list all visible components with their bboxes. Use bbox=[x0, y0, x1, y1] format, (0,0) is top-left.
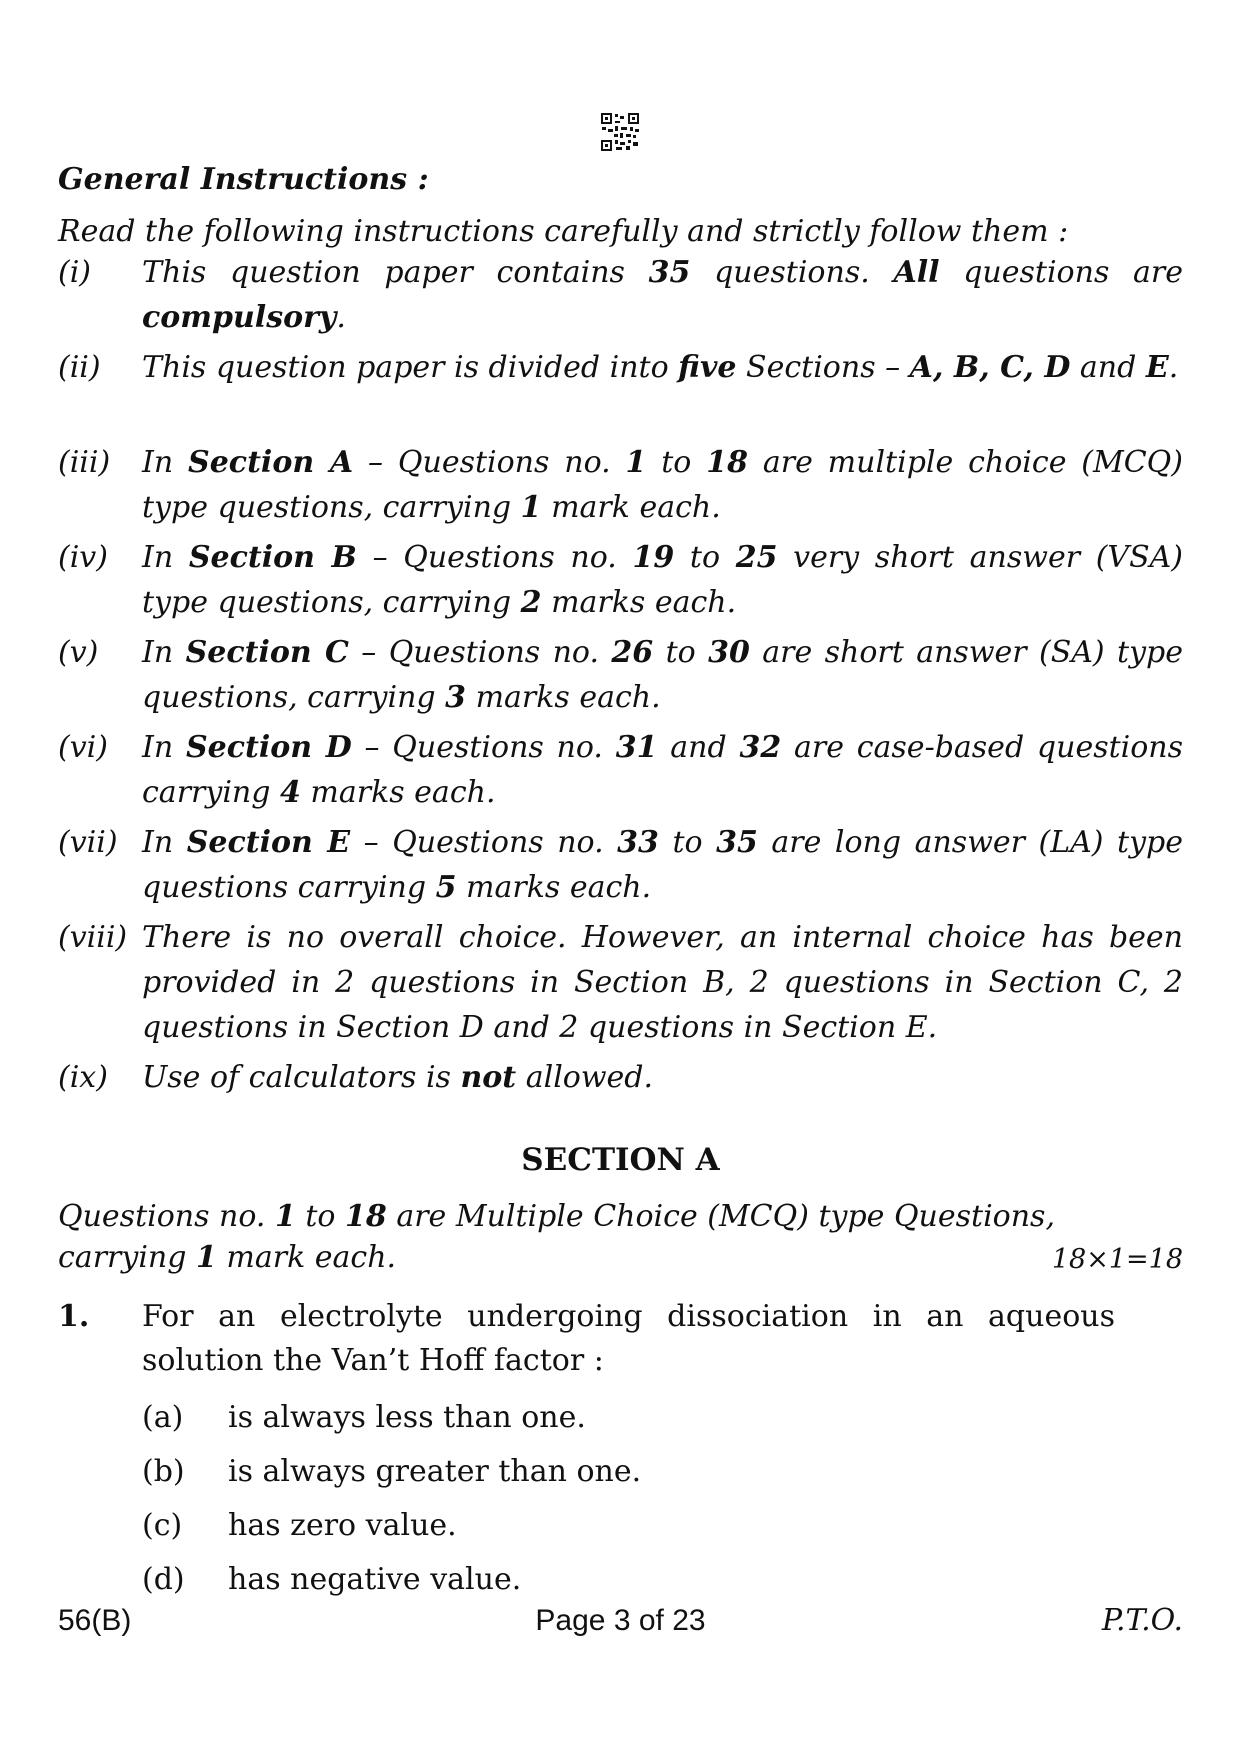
section-a-intro: Questions no. 1 to 18 are Multiple Choice (MCQ) type Questions, bbox=[58, 1199, 1055, 1234]
instruction-text: In Section E – Questions no. 33 to 35 are long answer (LA) type questions carrying 5 marks each. bbox=[142, 825, 1184, 905]
instruction-item-i bbox=[58, 250, 1183, 340]
instruction-number: (vi) bbox=[58, 730, 108, 765]
page-number: Page 3 of 23 bbox=[535, 1604, 706, 1637]
option-text: has zero value. bbox=[228, 1508, 457, 1543]
option-c bbox=[142, 1504, 457, 1548]
instruction-number: (v) bbox=[58, 635, 99, 670]
option-a bbox=[142, 1396, 586, 1440]
section-a-marks: 18×1=18 bbox=[1051, 1244, 1183, 1275]
instruction-item-ii bbox=[58, 345, 1183, 390]
instruction-text: In Section C – Questions no. 26 to 30 are short answer (SA) type questions, carrying 3 marks each. bbox=[142, 635, 1183, 715]
section-a-intro-line-2: carrying 1 mark each. bbox=[58, 1240, 397, 1275]
option-text: has negative value. bbox=[228, 1562, 522, 1597]
instruction-item-vi bbox=[58, 725, 1183, 815]
instruction-item-iii bbox=[58, 440, 1183, 530]
instruction-number: (ii) bbox=[58, 350, 101, 385]
instruction-number: (vii) bbox=[58, 825, 118, 860]
instruction-number: (ix) bbox=[58, 1060, 108, 1095]
option-label: (d) bbox=[142, 1562, 185, 1597]
paper-code: 56(B) bbox=[58, 1604, 132, 1637]
instruction-number: (i) bbox=[58, 255, 92, 290]
instruction-item-ix bbox=[58, 1055, 1183, 1100]
instruction-item-v bbox=[58, 630, 1183, 720]
instruction-number: (iii) bbox=[58, 445, 111, 480]
qr-code bbox=[600, 112, 640, 152]
instruction-number: (viii) bbox=[58, 920, 128, 955]
pto-note: P.T.O. bbox=[1101, 1603, 1183, 1638]
instruction-item-iv bbox=[58, 535, 1183, 625]
option-d bbox=[142, 1558, 521, 1602]
instruction-text: Use of calculators is not allowed. bbox=[142, 1060, 654, 1095]
instruction-item-viii bbox=[58, 915, 1183, 1050]
instruction-text: This question paper contains 35 questions. All questions are compulsory. bbox=[142, 255, 1184, 335]
option-text: is always less than one. bbox=[228, 1400, 586, 1435]
general-instructions-title: General Instructions : bbox=[58, 162, 429, 197]
option-text: is always greater than one. bbox=[228, 1454, 642, 1489]
option-label: (a) bbox=[142, 1400, 184, 1435]
instruction-text: There is no overall choice. However, an internal choice has been provided in 2 questions in Section B, 2 questions in Section C, 2 questions in Section D and 2 questions in Section E. bbox=[142, 920, 1183, 1045]
option-label: (c) bbox=[142, 1508, 183, 1543]
instruction-item-vii bbox=[58, 820, 1183, 910]
question-number: 1. bbox=[58, 1299, 90, 1334]
instruction-text: In Section B – Questions no. 19 to 25 very short answer (VSA) type questions, carrying 2 marks each. bbox=[142, 540, 1183, 620]
question-text: For an electrolyte undergoing dissociation in an aqueous solution the Van’t Hoff factor : bbox=[142, 1299, 1115, 1378]
instruction-text: In Section D – Questions no. 31 and 32 are case-based questions carrying 4 marks each. bbox=[142, 730, 1184, 810]
option-label: (b) bbox=[142, 1454, 185, 1489]
general-instructions-intro: Read the following instructions carefully and strictly follow them : bbox=[58, 214, 1069, 249]
instruction-text: In Section A – Questions no. 1 to 18 are multiple choice (MCQ) type questions, carrying 1 mark each. bbox=[142, 445, 1183, 525]
instruction-number: (iv) bbox=[58, 540, 108, 575]
section-a-heading: SECTION A bbox=[521, 1142, 720, 1178]
option-b bbox=[142, 1450, 641, 1494]
instruction-text: This question paper is divided into five Sections – A, B, C, D and E. bbox=[142, 350, 1179, 385]
